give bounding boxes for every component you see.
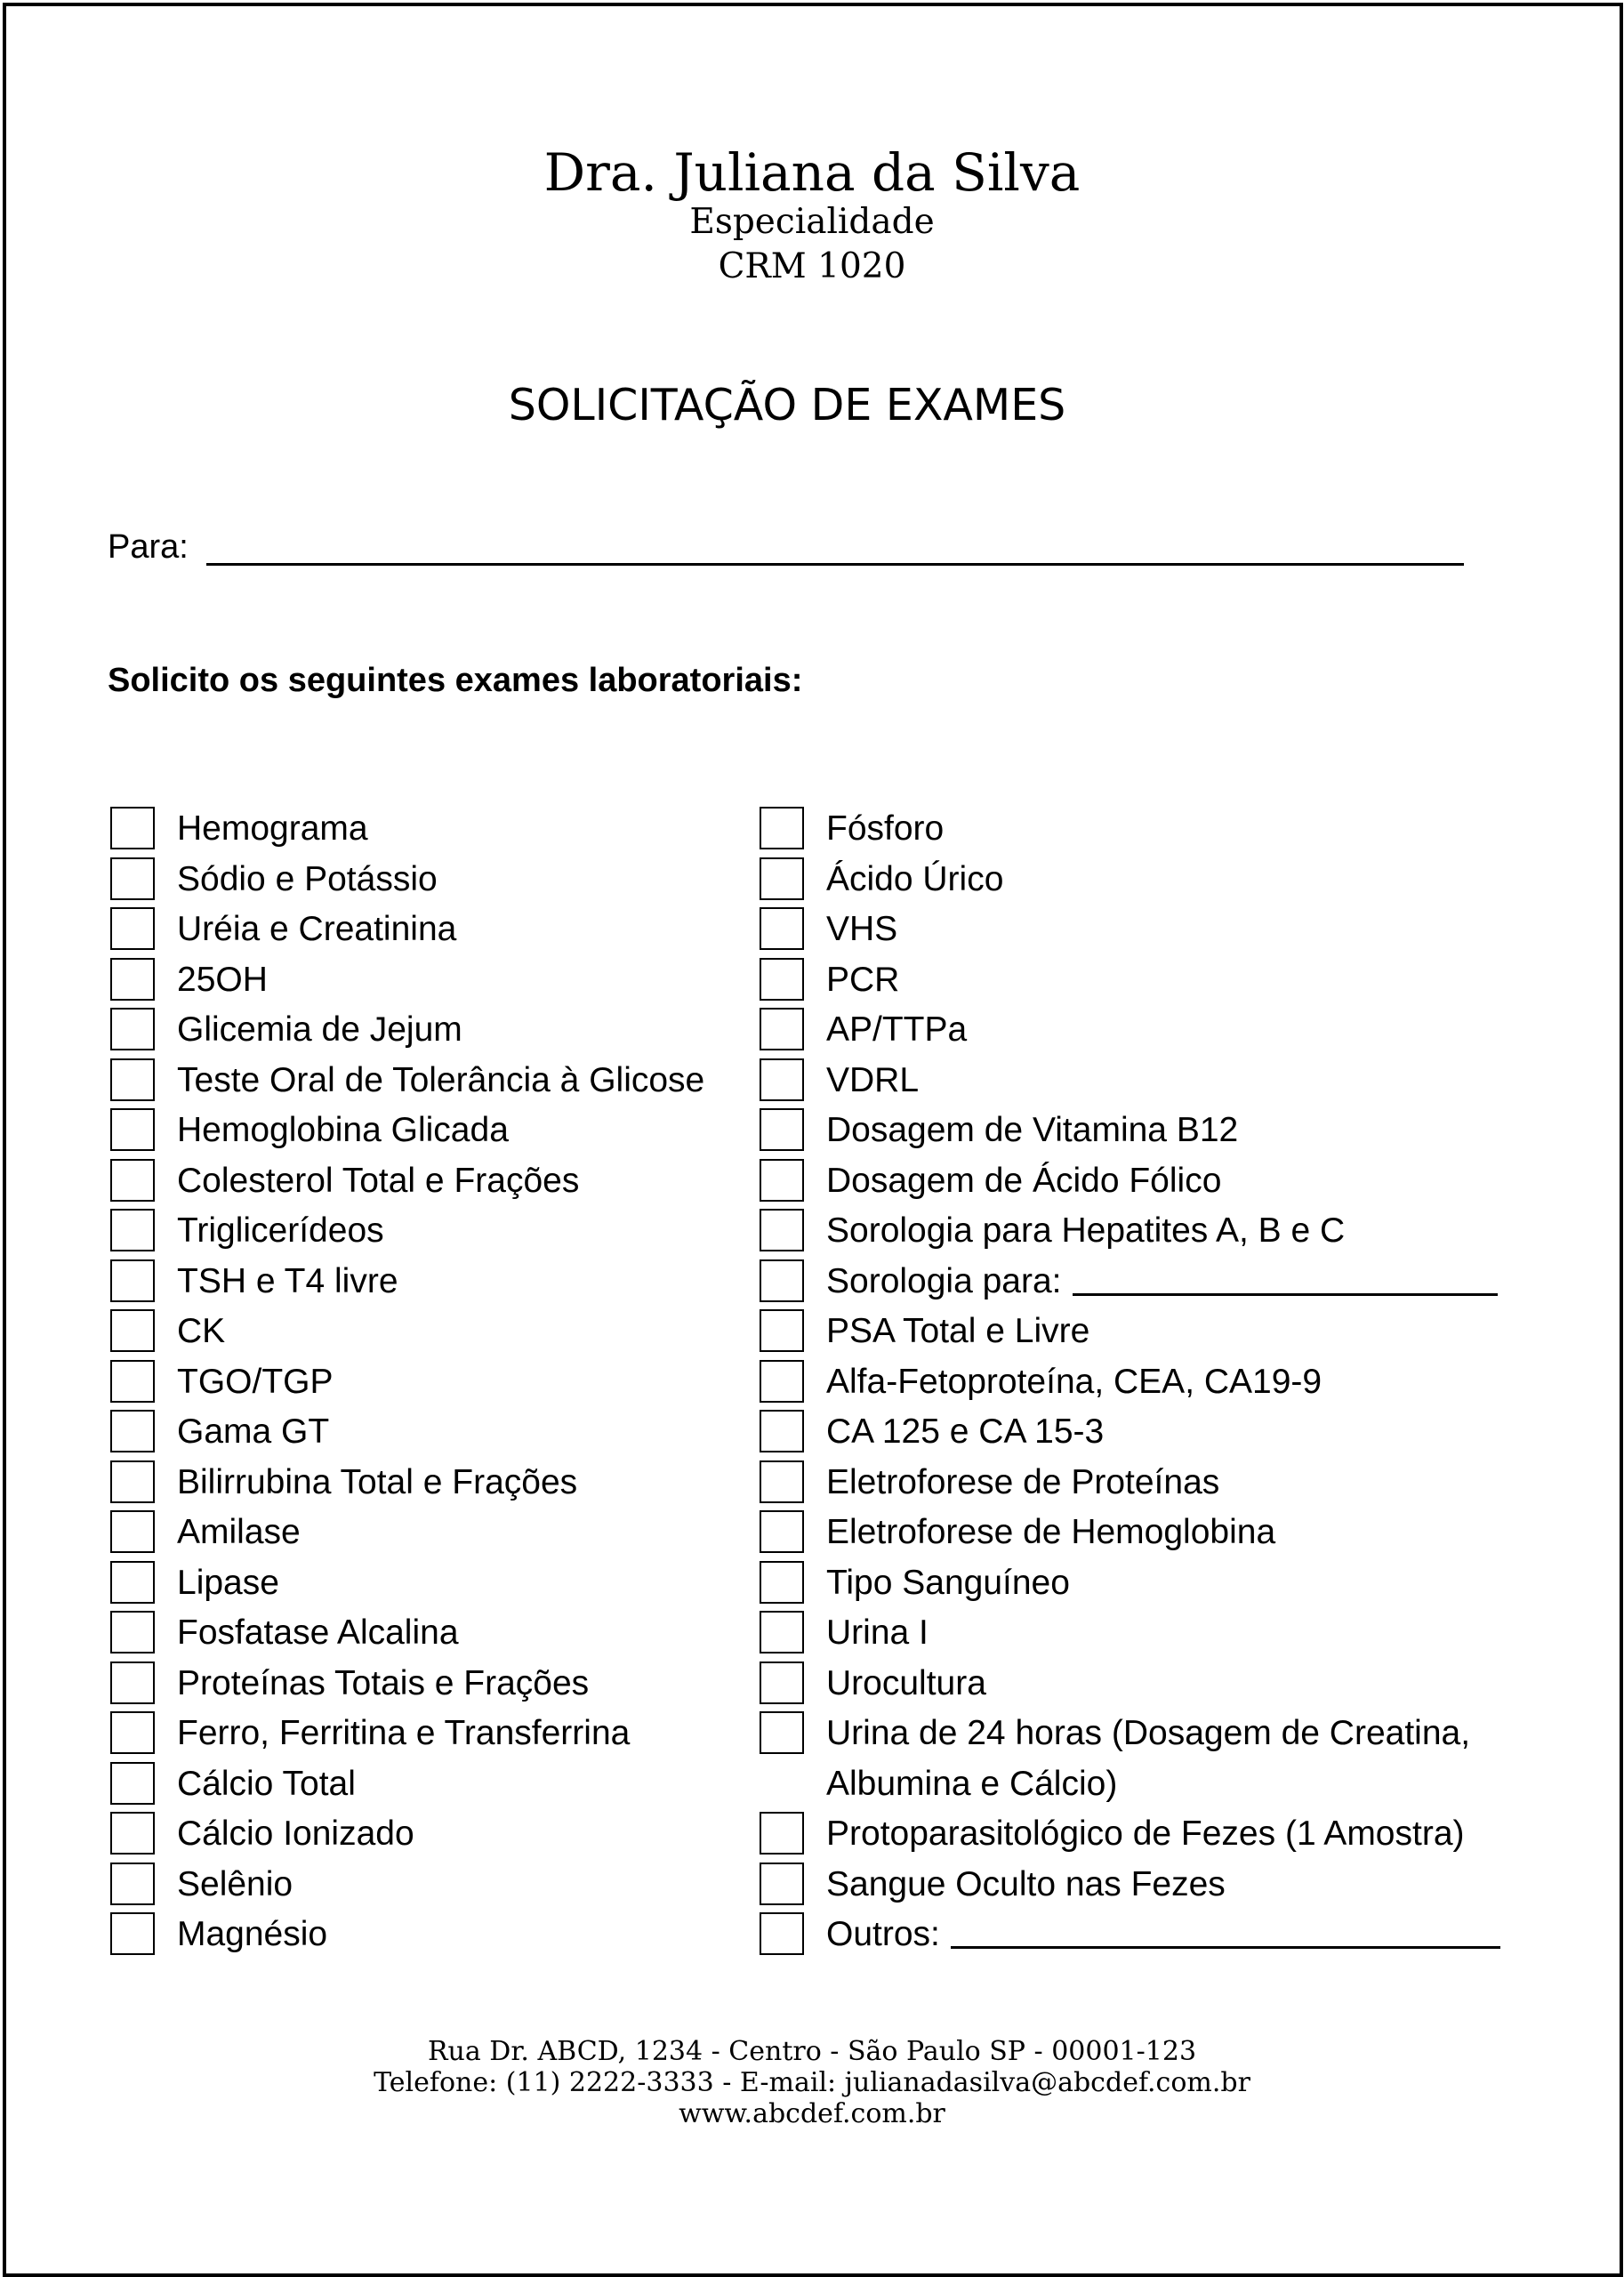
exam-label: Triglicerídeos [177,1211,384,1250]
exam-checkbox[interactable] [760,1611,804,1653]
exam-label: Eletroforese de Hemoglobina [826,1513,1276,1551]
exam-label: Amilase [177,1513,301,1551]
exam-checkbox[interactable] [760,1912,804,1955]
exam-checkbox[interactable] [110,1008,155,1050]
outros-label: Outros: [826,1915,940,1953]
exam-checkbox[interactable] [760,1410,804,1452]
exam-checkbox[interactable] [110,1259,155,1302]
para-field[interactable] [206,563,1464,566]
exam-label: Alfa-Fetoproteína, CEA, CA19-9 [826,1362,1323,1401]
exam-label: AP/TTPa [826,1010,968,1049]
exam-checkbox[interactable] [110,1510,155,1553]
exam-checkbox[interactable] [110,1762,155,1805]
exam-checkbox[interactable] [110,958,155,1001]
exam-label: Cálcio Total [177,1764,356,1803]
exam-label: Bilirrubina Total e Frações [177,1462,578,1501]
exam-label: Sorologia para Hepatites A, B e C [826,1211,1346,1250]
sorologia-blank-field[interactable] [1073,1293,1498,1296]
exam-checkbox[interactable] [760,1510,804,1553]
exam-label: Sangue Oculto nas Fezes [826,1864,1226,1903]
exam-checkbox[interactable] [110,1159,155,1202]
exam-label: Sódio e Potássio [177,859,438,898]
footer-contact: Telefone: (11) 2222-3333 - E-mail: julianadasilva@abcdef.com.br [374,2067,1250,2098]
exam-label: PSA Total e Livre [826,1312,1090,1350]
exam-label: Dosagem de Vitamina B12 [826,1111,1239,1149]
footer-address: Rua Dr. ABCD, 1234 - Centro - São Paulo SP - 00001-123 [427,2036,1197,2067]
exam-label: Protoparasitológico de Fezes (1 Amostra) [826,1814,1465,1853]
exam-checkbox[interactable] [110,1711,155,1754]
exam-label: Hemoglobina Glicada [177,1111,509,1149]
exam-checkbox[interactable] [110,857,155,900]
exam-label: Gama GT [177,1412,330,1451]
exam-checkbox[interactable] [760,807,804,849]
specialty: Especialidade [689,202,935,242]
exam-checkbox[interactable] [760,1661,804,1704]
exam-label: PCR [826,960,900,999]
exam-checkbox[interactable] [110,1309,155,1352]
request-label: Solicito os seguintes exames laboratoriais: [108,662,803,699]
exam-label: Teste Oral de Tolerância à Glicose [177,1060,705,1099]
exam-label: Magnésio [177,1915,328,1953]
exam-label: 25OH [177,960,268,999]
exam-label: Urocultura [826,1663,986,1702]
exam-checkbox[interactable] [760,1711,804,1754]
exam-checkbox[interactable] [760,1209,804,1251]
exam-checkbox[interactable] [110,1410,155,1452]
exam-checkbox[interactable] [760,1812,804,1855]
exam-label: TGO/TGP [177,1362,334,1401]
exam-checkbox[interactable] [760,1360,804,1403]
crm-number: CRM 1020 [718,246,906,286]
exam-checkbox[interactable] [760,1058,804,1101]
footer-website: www.abcdef.com.br [679,2098,945,2129]
exam-checkbox[interactable] [760,1259,804,1302]
exam-checkbox[interactable] [110,1561,155,1604]
exam-checkbox[interactable] [760,958,804,1001]
exam-checkbox[interactable] [110,1460,155,1503]
exam-label: Selênio [177,1864,293,1903]
exam-label: TSH e T4 livre [177,1261,398,1300]
exam-checkbox[interactable] [760,857,804,900]
exam-checkbox[interactable] [110,1209,155,1251]
exam-checkbox[interactable] [760,1008,804,1050]
exam-checkbox[interactable] [110,1360,155,1403]
outros-blank-field[interactable] [951,1946,1500,1949]
sorologia-label: Sorologia para: [826,1261,1062,1300]
exam-checkbox[interactable] [110,1611,155,1653]
exam-label: Fosfatase Alcalina [177,1613,459,1652]
doctor-name: Dra. Juliana da Silva [543,142,1081,203]
exam-label-with-blank [826,1257,1498,1307]
exam-label: CA 125 e CA 15-3 [826,1412,1105,1451]
exam-checkbox[interactable] [760,1309,804,1352]
exam-checkbox[interactable] [760,1108,804,1151]
exam-checkbox[interactable] [110,1108,155,1151]
exam-label: Hemograma [177,809,368,848]
exam-checkbox[interactable] [110,1863,155,1905]
exam-checkbox[interactable] [110,907,155,950]
exam-label: Urina I [826,1613,929,1652]
exam-checkbox[interactable] [110,1058,155,1101]
exam-label: VDRL [826,1060,920,1099]
exam-label: Urina de 24 horas (Dosagem de Creatina, Albumina e Cálcio) [826,1714,1471,1803]
exam-checkbox[interactable] [110,807,155,849]
exam-label: Proteínas Totais e Frações [177,1663,590,1702]
exam-checkbox[interactable] [110,1912,155,1955]
exam-label: Eletroforese de Proteínas [826,1462,1220,1501]
exam-label: CK [177,1312,226,1350]
exam-label: Ácido Úrico [826,859,1004,898]
exam-label: Dosagem de Ácido Fólico [826,1161,1222,1200]
exam-label: Fósforo [826,809,945,848]
exam-checkbox[interactable] [110,1812,155,1855]
para-label: Para: [108,528,189,566]
exam-label: Cálcio Ionizado [177,1814,414,1853]
exam-checkbox[interactable] [110,1661,155,1704]
exam-label-with-blank [826,1910,1500,1960]
exam-label: VHS [826,910,898,948]
exam-checkbox[interactable] [760,907,804,950]
exam-label: Ferro, Ferritina e Transferrina [177,1714,631,1752]
form-title: SOLICITAÇÃO DE EXAMES [508,380,1066,430]
exam-checkbox[interactable] [760,1159,804,1202]
exam-checkbox[interactable] [760,1561,804,1604]
exam-checkbox[interactable] [760,1460,804,1503]
exam-label: Uréia e Creatinina [177,910,457,948]
exam-checkbox[interactable] [760,1863,804,1905]
exam-label: Lipase [177,1563,279,1602]
exam-label: Tipo Sanguíneo [826,1563,1070,1602]
exam-label: Glicemia de Jejum [177,1010,462,1049]
exam-label: Colesterol Total e Frações [177,1161,580,1200]
